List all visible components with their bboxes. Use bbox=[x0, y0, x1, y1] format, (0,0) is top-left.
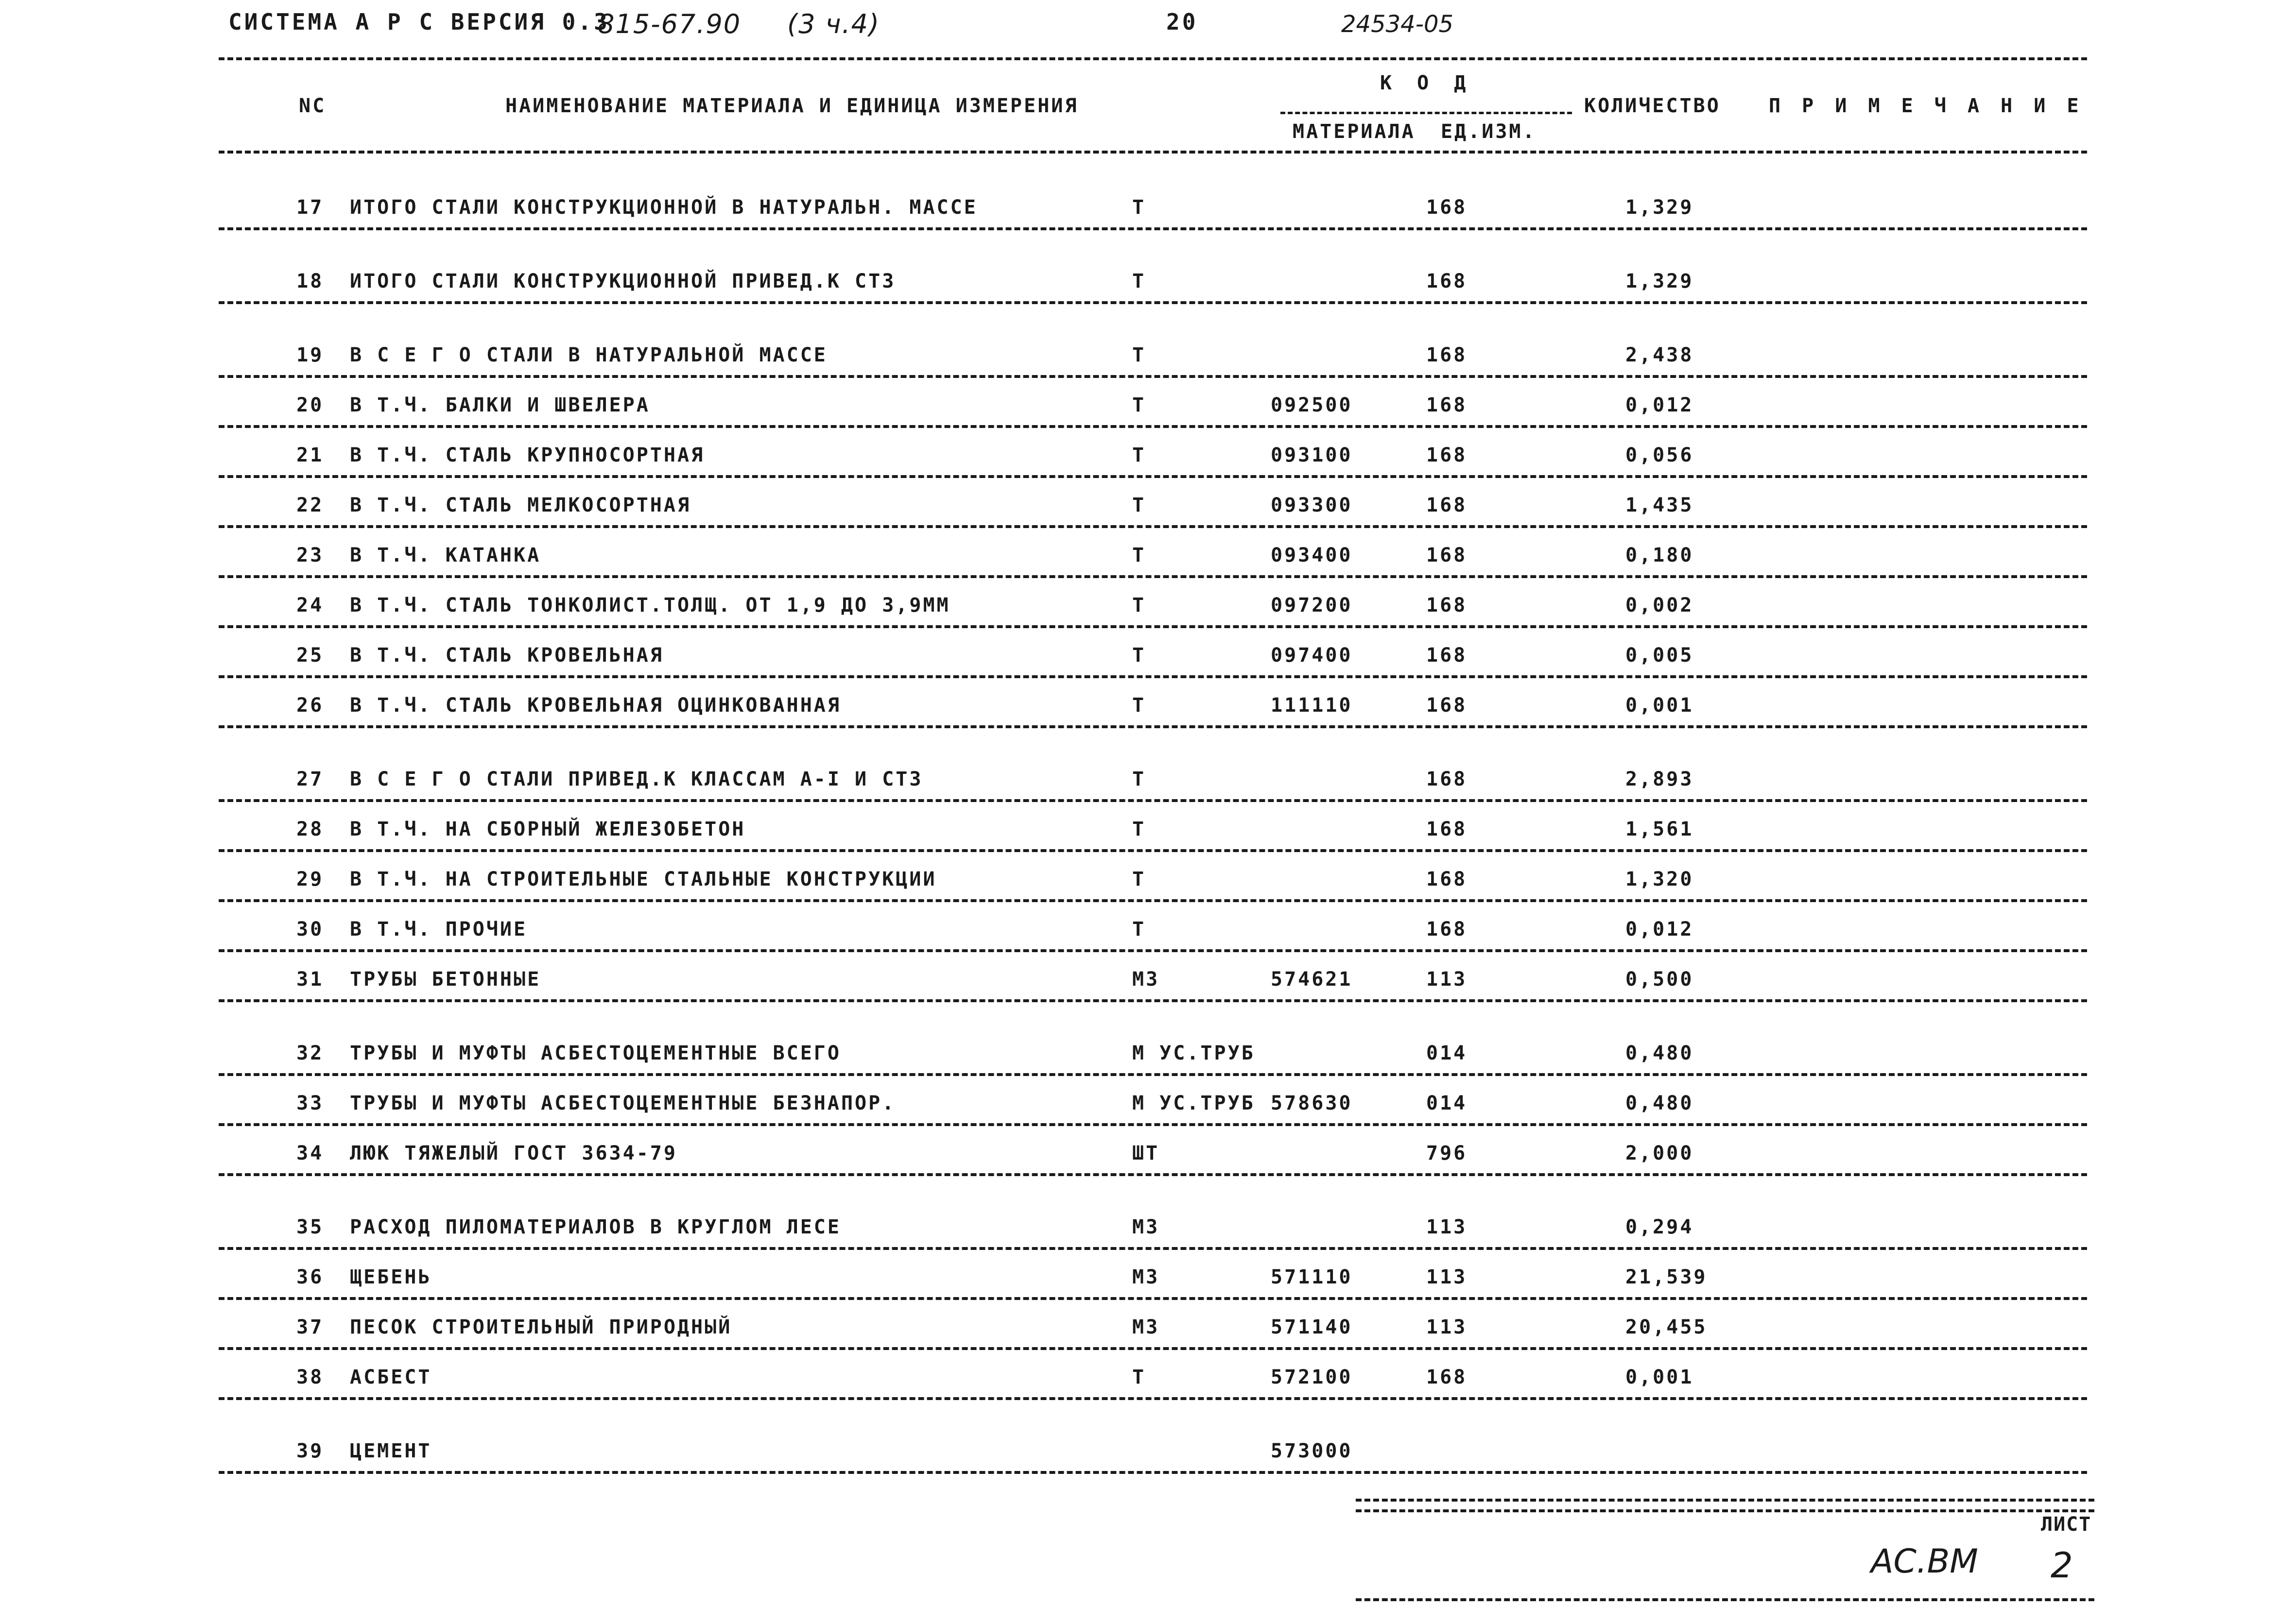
unit-code: 168 bbox=[1426, 868, 1467, 890]
row-separator bbox=[219, 1397, 2087, 1400]
row-number: 24 bbox=[296, 594, 324, 616]
row-separator bbox=[219, 525, 2087, 528]
row-number: 31 bbox=[296, 968, 324, 991]
quantity: 2,000 bbox=[1625, 1142, 1694, 1164]
sheet-label: ЛИСТ bbox=[2041, 1513, 2092, 1536]
material-name: В С Е Г О СТАЛИ ПРИВЕД.К КЛАССАМ А-I И СТ3 bbox=[350, 768, 923, 790]
row-number: 38 bbox=[296, 1366, 324, 1388]
unit-of-measure: М3 bbox=[1132, 968, 1160, 991]
stamp-rule-bottom bbox=[1356, 1598, 2094, 1601]
quantity: 0,001 bbox=[1625, 694, 1694, 717]
row-separator bbox=[219, 375, 2087, 378]
row-separator bbox=[219, 301, 2087, 304]
quantity: 1,329 bbox=[1625, 270, 1694, 292]
unit-code: 168 bbox=[1426, 1366, 1467, 1388]
col-note: П Р И М Е Ч А Н И Е bbox=[1769, 95, 2084, 117]
material-name: ИТОГО СТАЛИ КОНСТРУКЦИОННОЙ ПРИВЕД.К СТ3 bbox=[350, 270, 896, 292]
material-name: В Т.Ч. СТАЛЬ КРОВЕЛЬНАЯ bbox=[350, 644, 664, 667]
material-name: В Т.Ч. СТАЛЬ КРУПНОСОРТНАЯ bbox=[350, 444, 705, 466]
quantity: 0,056 bbox=[1625, 444, 1694, 466]
material-name: ПЕСОК СТРОИТЕЛЬНЫЙ ПРИРОДНЫЙ bbox=[350, 1316, 732, 1338]
row-separator bbox=[219, 999, 2087, 1002]
handwritten-project-code: 815-67.90 bbox=[598, 9, 742, 39]
material-name: ИТОГО СТАЛИ КОНСТРУКЦИОННОЙ В НАТУРАЛЬН. МАССЕ bbox=[350, 196, 978, 219]
unit-code: 113 bbox=[1426, 968, 1467, 991]
row-number: 37 bbox=[296, 1316, 324, 1338]
quantity: 0,500 bbox=[1625, 968, 1694, 991]
row-separator bbox=[219, 575, 2087, 578]
unit-of-measure: Т bbox=[1132, 394, 1146, 416]
handwritten-sheet-number: 2 bbox=[2051, 1545, 2073, 1586]
row-separator bbox=[219, 1471, 2087, 1474]
unit-code: 168 bbox=[1426, 768, 1467, 790]
row-number: 25 bbox=[296, 644, 324, 667]
unit-of-measure: М3 bbox=[1132, 1316, 1160, 1338]
quantity: 1,561 bbox=[1625, 818, 1694, 840]
col-unit-code: ЕД.ИЗМ. bbox=[1441, 120, 1536, 143]
row-number: 23 bbox=[296, 544, 324, 566]
material-code: 571140 bbox=[1271, 1316, 1353, 1338]
handwritten-mark: АС.ВМ bbox=[1871, 1542, 1978, 1581]
unit-code: 168 bbox=[1426, 818, 1467, 840]
row-separator bbox=[219, 949, 2087, 952]
material-code: 578630 bbox=[1271, 1092, 1353, 1114]
row-number: 17 bbox=[296, 196, 324, 219]
row-number: 18 bbox=[296, 270, 324, 292]
material-name: ЦЕМЕНТ bbox=[350, 1440, 432, 1462]
quantity: 0,180 bbox=[1625, 544, 1694, 566]
unit-code: 168 bbox=[1426, 594, 1467, 616]
unit-code: 168 bbox=[1426, 394, 1467, 416]
unit-of-measure: Т bbox=[1132, 694, 1146, 717]
unit-of-measure: М3 bbox=[1132, 1216, 1160, 1238]
material-name: ТРУБЫ И МУФТЫ АСБЕСТОЦЕМЕНТНЫЕ БЕЗНАПОР. bbox=[350, 1092, 896, 1114]
quantity: 1,320 bbox=[1625, 868, 1694, 890]
unit-of-measure: Т bbox=[1132, 644, 1146, 667]
row-number: 32 bbox=[296, 1042, 324, 1064]
unit-of-measure: Т bbox=[1132, 494, 1146, 516]
unit-code: 014 bbox=[1426, 1092, 1467, 1114]
row-separator bbox=[219, 425, 2087, 428]
row-separator bbox=[219, 899, 2087, 902]
material-name: РАСХОД ПИЛОМАТЕРИАЛОВ В КРУГЛОМ ЛЕСЕ bbox=[350, 1216, 841, 1238]
material-name: В Т.Ч. СТАЛЬ МЕЛКОСОРТНАЯ bbox=[350, 494, 691, 516]
row-separator bbox=[219, 725, 2087, 728]
material-name: В Т.Ч. БАЛКИ И ШВЕЛЕРА bbox=[350, 394, 650, 416]
handwritten-volume: (3 ч.4) bbox=[787, 9, 880, 39]
row-number: 29 bbox=[296, 868, 324, 890]
unit-code: 168 bbox=[1426, 644, 1467, 667]
quantity: 1,435 bbox=[1625, 494, 1694, 516]
row-number: 28 bbox=[296, 818, 324, 840]
material-code: 573000 bbox=[1271, 1440, 1353, 1462]
quantity: 1,329 bbox=[1625, 196, 1694, 219]
stamp-rule-mid bbox=[1356, 1509, 2094, 1512]
material-code: 097400 bbox=[1271, 644, 1353, 667]
material-name: В Т.Ч. НА СБОРНЫЙ ЖЕЛЕЗОБЕТОН bbox=[350, 818, 746, 840]
unit-of-measure: Т bbox=[1132, 544, 1146, 566]
unit-code: 168 bbox=[1426, 694, 1467, 717]
row-number: 26 bbox=[296, 694, 324, 717]
unit-of-measure: Т bbox=[1132, 818, 1146, 840]
system-version: СИСТЕМА А Р С ВЕРСИЯ 0.3 bbox=[228, 9, 610, 35]
row-separator bbox=[219, 1247, 2087, 1250]
unit-of-measure: Т bbox=[1132, 768, 1146, 790]
material-name: ЩЕБЕНЬ bbox=[350, 1266, 432, 1288]
col-material: МАТЕРИАЛА bbox=[1293, 120, 1416, 143]
material-code: 097200 bbox=[1271, 594, 1353, 616]
material-name: ЛЮК ТЯЖЕЛЫЙ ГОСТ 3634-79 bbox=[350, 1142, 677, 1164]
unit-code: 113 bbox=[1426, 1316, 1467, 1338]
unit-of-measure: М УС.ТРУБ bbox=[1132, 1042, 1255, 1064]
row-number: 20 bbox=[296, 394, 324, 416]
row-separator bbox=[219, 1347, 2087, 1350]
code-subheader-rule bbox=[1280, 112, 1572, 114]
unit-of-measure: Т bbox=[1132, 196, 1146, 219]
material-name: В Т.Ч. НА СТРОИТЕЛЬНЫЕ СТАЛЬНЫЕ КОНСТРУКЦИИ bbox=[350, 868, 937, 890]
unit-code: 796 bbox=[1426, 1142, 1467, 1164]
unit-of-measure: Т bbox=[1132, 1366, 1146, 1388]
rule-header-bottom bbox=[219, 151, 2087, 154]
row-number: 19 bbox=[296, 344, 324, 366]
material-code: 093100 bbox=[1271, 444, 1353, 466]
unit-code: 113 bbox=[1426, 1266, 1467, 1288]
unit-of-measure: Т bbox=[1132, 344, 1146, 366]
row-separator bbox=[219, 1173, 2087, 1176]
quantity: 0,001 bbox=[1625, 1366, 1694, 1388]
unit-code: 168 bbox=[1426, 344, 1467, 366]
unit-of-measure: М УС.ТРУБ bbox=[1132, 1092, 1255, 1114]
unit-of-measure: Т bbox=[1132, 594, 1146, 616]
unit-code: 168 bbox=[1426, 544, 1467, 566]
material-code: 111110 bbox=[1271, 694, 1353, 717]
row-separator bbox=[219, 1073, 2087, 1076]
title-stamp bbox=[1356, 1489, 2094, 1601]
unit-of-measure: М3 bbox=[1132, 1266, 1160, 1288]
col-name: НАИМЕНОВАНИЕ МАТЕРИАЛА И ЕДИНИЦА ИЗМЕРЕНИЯ bbox=[505, 95, 1079, 117]
row-separator bbox=[219, 475, 2087, 478]
row-number: 33 bbox=[296, 1092, 324, 1114]
unit-of-measure: ШТ bbox=[1132, 1142, 1160, 1164]
col-code: К О Д bbox=[1380, 72, 1473, 94]
quantity: 0,480 bbox=[1625, 1092, 1694, 1114]
quantity: 20,455 bbox=[1625, 1316, 1708, 1338]
row-number: 36 bbox=[296, 1266, 324, 1288]
unit-code: 168 bbox=[1426, 196, 1467, 219]
col-nc: NC bbox=[299, 95, 327, 117]
material-code: 092500 bbox=[1271, 394, 1353, 416]
unit-code: 168 bbox=[1426, 444, 1467, 466]
unit-of-measure: Т bbox=[1132, 444, 1146, 466]
material-code: 093400 bbox=[1271, 544, 1353, 566]
quantity: 0,480 bbox=[1625, 1042, 1694, 1064]
row-number: 22 bbox=[296, 494, 324, 516]
row-separator bbox=[219, 227, 2087, 230]
unit-of-measure: Т bbox=[1132, 918, 1146, 940]
material-name: В Т.Ч. СТАЛЬ ТОНКОЛИСТ.ТОЛЩ. ОТ 1,9 ДО 3,9ММ bbox=[350, 594, 950, 616]
material-code: 572100 bbox=[1271, 1366, 1353, 1388]
rule-top bbox=[219, 57, 2087, 60]
unit-code: 168 bbox=[1426, 918, 1467, 940]
row-separator bbox=[219, 1297, 2087, 1300]
unit-of-measure: Т bbox=[1132, 270, 1146, 292]
row-number: 30 bbox=[296, 918, 324, 940]
quantity: 21,539 bbox=[1625, 1266, 1708, 1288]
quantity: 0,002 bbox=[1625, 594, 1694, 616]
material-name: В Т.Ч. ПРОЧИЕ bbox=[350, 918, 528, 940]
unit-code: 168 bbox=[1426, 494, 1467, 516]
row-number: 34 bbox=[296, 1142, 324, 1164]
quantity: 2,893 bbox=[1625, 768, 1694, 790]
unit-of-measure: Т bbox=[1132, 868, 1146, 890]
quantity: 0,012 bbox=[1625, 394, 1694, 416]
material-name: ТРУБЫ И МУФТЫ АСБЕСТОЦЕМЕНТНЫЕ ВСЕГО bbox=[350, 1042, 841, 1064]
row-separator bbox=[219, 625, 2087, 628]
row-number: 39 bbox=[296, 1440, 324, 1462]
row-separator bbox=[219, 1123, 2087, 1126]
row-number: 21 bbox=[296, 444, 324, 466]
material-name: В Т.Ч. СТАЛЬ КРОВЕЛЬНАЯ ОЦИНКОВАННАЯ bbox=[350, 694, 841, 717]
quantity: 0,005 bbox=[1625, 644, 1694, 667]
row-number: 27 bbox=[296, 768, 324, 790]
material-code: 571110 bbox=[1271, 1266, 1353, 1288]
row-separator bbox=[219, 849, 2087, 852]
unit-code: 113 bbox=[1426, 1216, 1467, 1238]
quantity: 0,294 bbox=[1625, 1216, 1694, 1238]
row-separator bbox=[219, 799, 2087, 802]
material-name: ТРУБЫ БЕТОННЫЕ bbox=[350, 968, 541, 991]
quantity: 2,438 bbox=[1625, 344, 1694, 366]
unit-code: 168 bbox=[1426, 270, 1467, 292]
material-name: В Т.Ч. КАТАНКА bbox=[350, 544, 541, 566]
stamp-rule-top bbox=[1356, 1499, 2094, 1502]
material-name: АСБЕСТ bbox=[350, 1366, 432, 1388]
row-separator bbox=[219, 675, 2087, 678]
row-number: 35 bbox=[296, 1216, 324, 1238]
handwritten-doc-number: 24534-05 bbox=[1341, 11, 1454, 38]
unit-code: 014 bbox=[1426, 1042, 1467, 1064]
material-name: В С Е Г О СТАЛИ В НАТУРАЛЬНОЙ МАССЕ bbox=[350, 344, 828, 366]
material-code: 093300 bbox=[1271, 494, 1353, 516]
quantity: 0,012 bbox=[1625, 918, 1694, 940]
material-code: 574621 bbox=[1271, 968, 1353, 991]
page-number: 20 bbox=[1166, 9, 1198, 35]
col-quantity: КОЛИЧЕСТВО bbox=[1584, 95, 1721, 117]
